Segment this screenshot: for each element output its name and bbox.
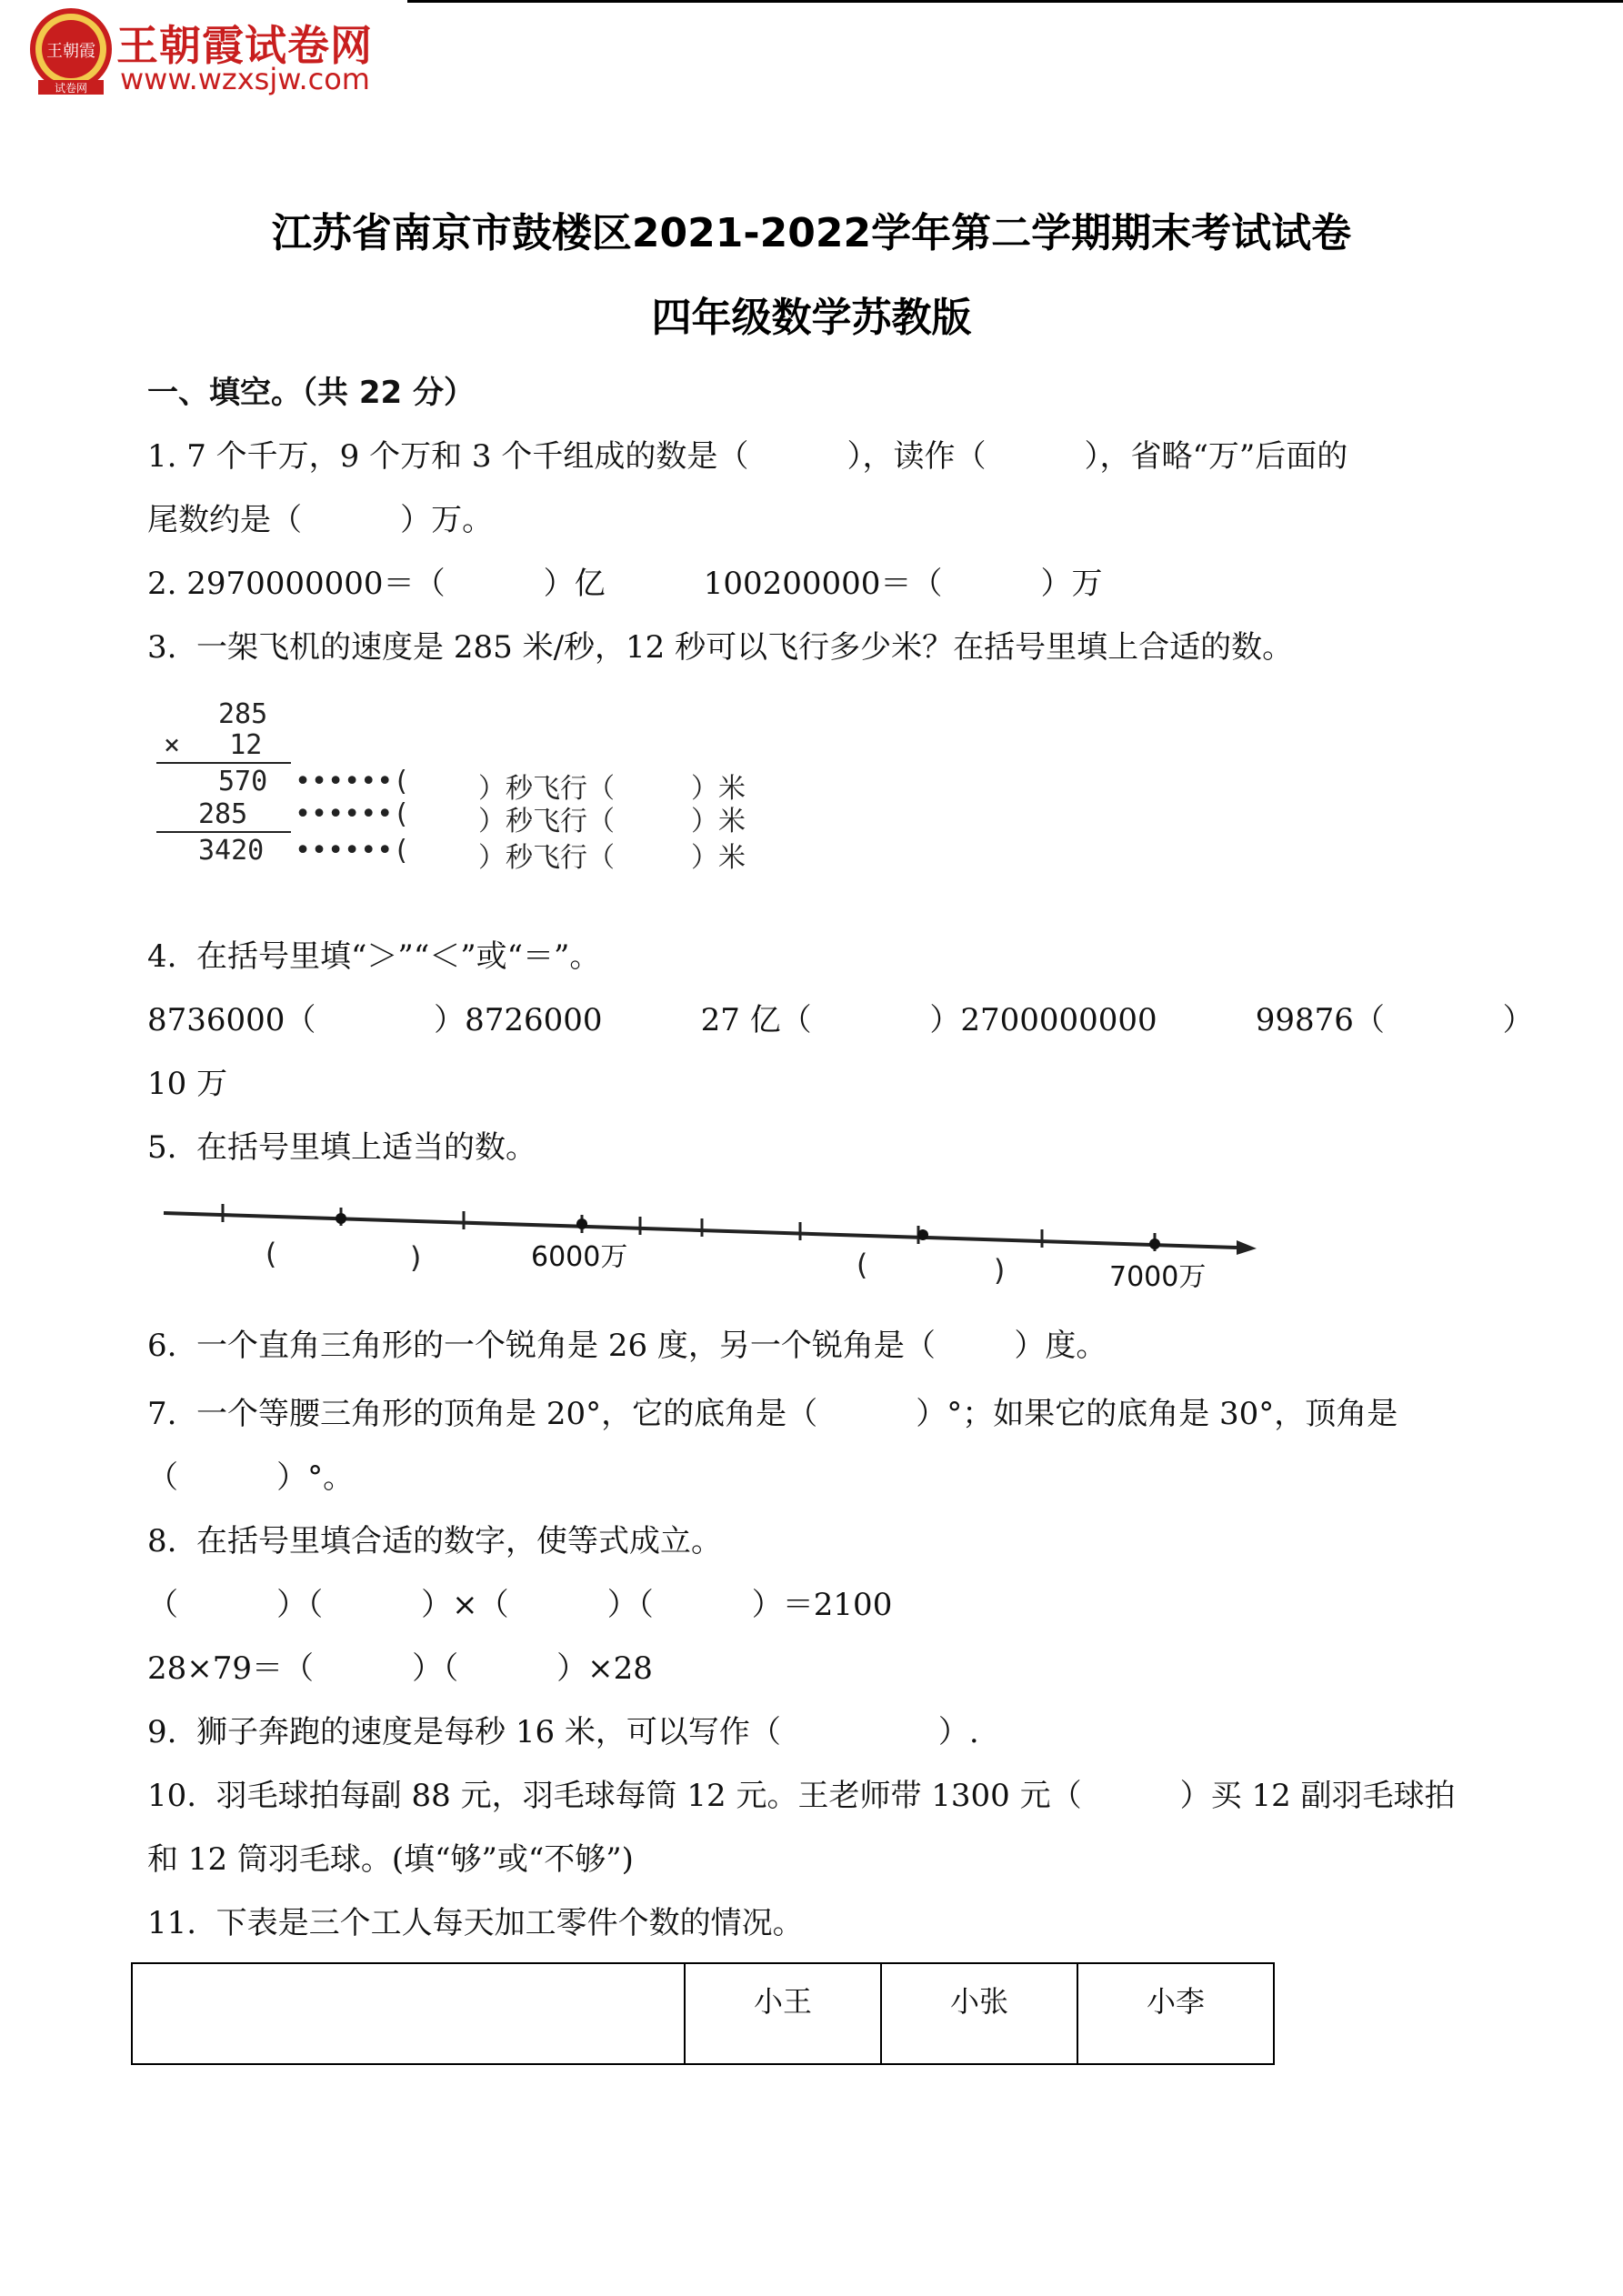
numberline-label-7000: 7000万 [1109, 1261, 1207, 1293]
question-2: 2. 2970000000＝（ ）亿 100200000＝（ ）万 [147, 566, 1103, 602]
workers-parts-table [131, 1962, 1275, 2065]
exam-subtitle: 四年级数学苏教版 [651, 295, 972, 341]
svg-text:王朝霞: 王朝霞 [46, 42, 95, 61]
question-7-line-1: 7. 一个等腰三角形的顶角是 20°，它的底角是（ ）°；如果它的底角是 30°，顶角是 [147, 1396, 1398, 1432]
calc-partial-2: 285 [198, 798, 248, 830]
numberline-paren-close-1: ) [407, 1240, 426, 1275]
question-11: 11. 下表是三个工人每天加工零件个数的情况。 [147, 1905, 804, 1941]
table-header-xiaowang: 小王 [685, 1963, 881, 2064]
calc-dots-3: ••••••( [295, 835, 410, 867]
question-4-line-2: 8736000（ ）8726000 27 亿（ ）2700000000 99876（ ） [147, 1002, 1534, 1038]
question-9: 9. 狮子奔跑的速度是每秒 16 米，可以写作（ ）. [147, 1714, 979, 1750]
brand-url: www.wzxsjw.com [120, 62, 370, 96]
calc-meters-3: ）米 [691, 842, 746, 874]
table-row [132, 1963, 1274, 2064]
question-8-line-3: 28×79＝（ ）（ ）×28 [147, 1650, 653, 1687]
calc-rule-1 [156, 762, 291, 764]
calc-multiplicand: 285 [218, 698, 268, 730]
numberline-paren-open-1: ( [262, 1237, 280, 1271]
question-1-line-2: 尾数约是（ ）万。 [147, 502, 494, 538]
question-4-line-3: 10 万 [147, 1066, 228, 1102]
question-4-line-1: 4. 在括号里填“＞”“＜”或“＝”。 [147, 938, 601, 975]
calc-multiplier: × 12 [164, 729, 263, 761]
calc-dots-2: ••••••( [295, 798, 410, 830]
brand-logo [25, 7, 116, 98]
question-3: 3. 一架飞机的速度是 285 米/秒，12 秒可以飞行多少米？在括号里填上合适的数。 [147, 629, 1294, 666]
question-6: 6. 一个直角三角形的一个锐角是 26 度，另一个锐角是（ ）度。 [147, 1328, 1107, 1364]
calc-meters-2: ）米 [691, 806, 746, 837]
question-8-line-1: 8. 在括号里填合适的数字，使等式成立。 [147, 1523, 723, 1559]
number-line-figure [155, 1191, 1264, 1300]
question-5: 5. 在括号里填上适当的数。 [147, 1129, 537, 1166]
table-header-xiaoli: 小李 [1077, 1963, 1274, 2064]
question-7-line-2: （ ）°。 [147, 1459, 355, 1496]
question-1-line-1: 1. 7 个千万，9 个万和 3 个千组成的数是（ ），读作（ ），省略“万”后面的 [147, 438, 1348, 475]
calc-seconds-3: ）秒飞行（ [478, 842, 615, 874]
table-header-blank [132, 1963, 685, 2064]
numberline-paren-open-2: ( [853, 1248, 871, 1282]
numberline-paren-close-2: ) [991, 1253, 1009, 1288]
brand-name: 王朝霞试卷网 [116, 21, 373, 70]
table-header-xiaozhang: 小张 [881, 1963, 1077, 2064]
question-10-line-1: 10. 羽毛球拍每副 88 元，羽毛球每筒 12 元。王老师带 1300 元（ ）买 12 副羽毛球拍 [147, 1778, 1456, 1814]
calc-seconds-2: ）秒飞行（ [478, 806, 615, 837]
calc-partial-1: 570 [218, 766, 268, 797]
calc-seconds-1: ）秒飞行（ [478, 773, 615, 805]
svg-text:试卷网: 试卷网 [54, 82, 88, 95]
calc-rule-2 [156, 831, 291, 833]
question-8-line-2: （ ）（ ）×（ ）（ ）＝2100 [147, 1587, 893, 1623]
question-10-line-2: 和 12 筒羽毛球。(填“够”或“不够”) [147, 1841, 634, 1878]
exam-title: 江苏省南京市鼓楼区2021-2022学年第二学期期末考试试卷 [271, 210, 1352, 256]
calc-product: 3420 [198, 835, 265, 867]
section-heading-fill-blank: 一、填空。（共 22 分） [147, 375, 475, 411]
header-rule [407, 0, 1623, 3]
calc-dots-1: ••••••( [295, 766, 410, 797]
numberline-label-6000: 6000万 [531, 1241, 628, 1273]
calc-meters-1: ）米 [691, 773, 746, 805]
